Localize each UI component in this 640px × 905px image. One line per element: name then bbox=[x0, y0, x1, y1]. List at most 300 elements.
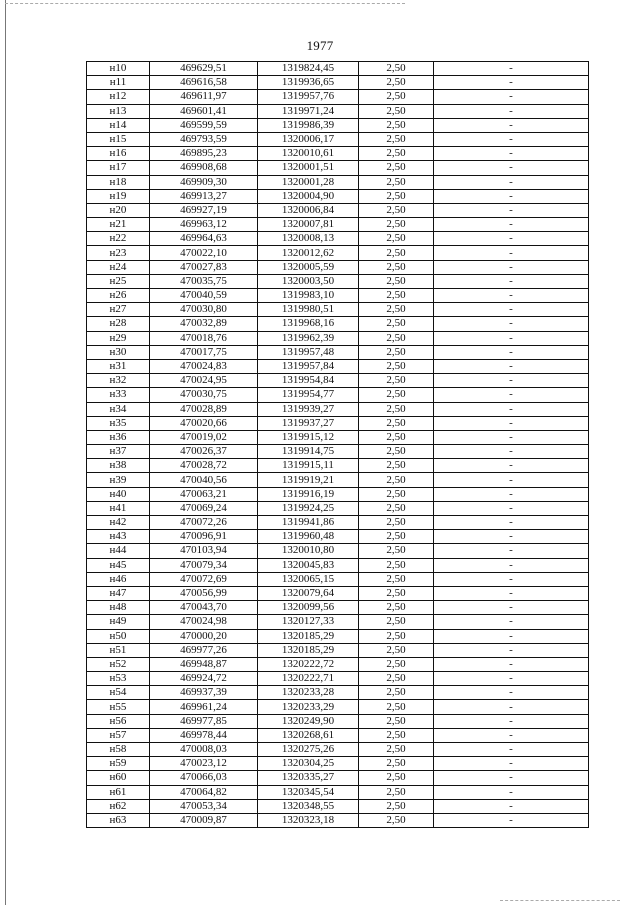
x-coordinate-cell: 470069,24 bbox=[150, 501, 258, 515]
y-coordinate-cell: 1319986,39 bbox=[258, 118, 359, 132]
point-name-cell: н36 bbox=[87, 430, 150, 444]
y-coordinate-cell: 1319983,10 bbox=[258, 289, 359, 303]
error-cell: 2,50 bbox=[359, 586, 434, 600]
point-name-cell: н34 bbox=[87, 402, 150, 416]
error-cell: 2,50 bbox=[359, 445, 434, 459]
error-cell: 2,50 bbox=[359, 657, 434, 671]
error-cell: 2,50 bbox=[359, 203, 434, 217]
x-coordinate-cell: 469599,59 bbox=[150, 118, 258, 132]
point-name-cell: н48 bbox=[87, 601, 150, 615]
y-coordinate-cell: 1319957,84 bbox=[258, 359, 359, 373]
note-cell: - bbox=[434, 274, 589, 288]
y-coordinate-cell: 1319939,27 bbox=[258, 402, 359, 416]
point-name-cell: н26 bbox=[87, 289, 150, 303]
table-row bbox=[87, 132, 589, 146]
table-row bbox=[87, 331, 589, 345]
point-name-cell: н40 bbox=[87, 487, 150, 501]
note-cell: - bbox=[434, 714, 589, 728]
x-coordinate-cell: 469895,23 bbox=[150, 147, 258, 161]
x-coordinate-cell: 469927,19 bbox=[150, 203, 258, 217]
y-coordinate-cell: 1320079,64 bbox=[258, 586, 359, 600]
point-name-cell: н46 bbox=[87, 572, 150, 586]
point-name-cell: н56 bbox=[87, 714, 150, 728]
error-cell: 2,50 bbox=[359, 246, 434, 260]
note-cell: - bbox=[434, 303, 589, 317]
error-cell: 2,50 bbox=[359, 289, 434, 303]
y-coordinate-cell: 1320001,28 bbox=[258, 175, 359, 189]
x-coordinate-cell: 470072,26 bbox=[150, 516, 258, 530]
table-row bbox=[87, 813, 589, 827]
y-coordinate-cell: 1319954,77 bbox=[258, 388, 359, 402]
error-cell: 2,50 bbox=[359, 487, 434, 501]
point-name-cell: н38 bbox=[87, 459, 150, 473]
coordinates-table bbox=[86, 61, 589, 828]
table-row bbox=[87, 189, 589, 203]
point-name-cell: н17 bbox=[87, 161, 150, 175]
point-name-cell: н29 bbox=[87, 331, 150, 345]
table-row bbox=[87, 473, 589, 487]
table-row bbox=[87, 246, 589, 260]
note-cell: - bbox=[434, 161, 589, 175]
error-cell: 2,50 bbox=[359, 388, 434, 402]
x-coordinate-cell: 469913,27 bbox=[150, 189, 258, 203]
point-name-cell: н45 bbox=[87, 558, 150, 572]
error-cell: 2,50 bbox=[359, 189, 434, 203]
x-coordinate-cell: 470043,70 bbox=[150, 601, 258, 615]
point-name-cell: н12 bbox=[87, 90, 150, 104]
y-coordinate-cell: 1320233,28 bbox=[258, 686, 359, 700]
note-cell: - bbox=[434, 132, 589, 146]
note-cell: - bbox=[434, 76, 589, 90]
error-cell: 2,50 bbox=[359, 76, 434, 90]
y-coordinate-cell: 1320127,33 bbox=[258, 615, 359, 629]
point-name-cell: н10 bbox=[87, 62, 150, 76]
table-row bbox=[87, 501, 589, 515]
point-name-cell: н22 bbox=[87, 232, 150, 246]
table-row bbox=[87, 289, 589, 303]
note-cell: - bbox=[434, 289, 589, 303]
table-row bbox=[87, 487, 589, 501]
x-coordinate-cell: 470066,03 bbox=[150, 771, 258, 785]
point-name-cell: н57 bbox=[87, 728, 150, 742]
x-coordinate-cell: 470040,59 bbox=[150, 289, 258, 303]
x-coordinate-cell: 470018,76 bbox=[150, 331, 258, 345]
note-cell: - bbox=[434, 501, 589, 515]
table-row bbox=[87, 743, 589, 757]
note-cell: - bbox=[434, 359, 589, 373]
point-name-cell: н42 bbox=[87, 516, 150, 530]
point-name-cell: н31 bbox=[87, 359, 150, 373]
x-coordinate-cell: 470072,69 bbox=[150, 572, 258, 586]
table-row bbox=[87, 374, 589, 388]
note-cell: - bbox=[434, 544, 589, 558]
table-row bbox=[87, 686, 589, 700]
note-cell: - bbox=[434, 218, 589, 232]
x-coordinate-cell: 470017,75 bbox=[150, 345, 258, 359]
point-name-cell: н32 bbox=[87, 374, 150, 388]
error-cell: 2,50 bbox=[359, 402, 434, 416]
note-cell: - bbox=[434, 743, 589, 757]
point-name-cell: н63 bbox=[87, 813, 150, 827]
note-cell: - bbox=[434, 402, 589, 416]
y-coordinate-cell: 1320323,18 bbox=[258, 813, 359, 827]
x-coordinate-cell: 470019,02 bbox=[150, 430, 258, 444]
error-cell: 2,50 bbox=[359, 544, 434, 558]
point-name-cell: н11 bbox=[87, 76, 150, 90]
y-coordinate-cell: 1320275,26 bbox=[258, 743, 359, 757]
note-cell: - bbox=[434, 629, 589, 643]
point-name-cell: н53 bbox=[87, 672, 150, 686]
table-row bbox=[87, 430, 589, 444]
table-row bbox=[87, 544, 589, 558]
table-row bbox=[87, 558, 589, 572]
error-cell: 2,50 bbox=[359, 473, 434, 487]
error-cell: 2,50 bbox=[359, 629, 434, 643]
table-row bbox=[87, 459, 589, 473]
point-name-cell: н30 bbox=[87, 345, 150, 359]
point-name-cell: н41 bbox=[87, 501, 150, 515]
coordinates-table-body bbox=[87, 62, 589, 828]
error-cell: 2,50 bbox=[359, 303, 434, 317]
table-row bbox=[87, 90, 589, 104]
point-name-cell: н23 bbox=[87, 246, 150, 260]
x-coordinate-cell: 470022,10 bbox=[150, 246, 258, 260]
error-cell: 2,50 bbox=[359, 132, 434, 146]
point-name-cell: н54 bbox=[87, 686, 150, 700]
x-coordinate-cell: 470079,34 bbox=[150, 558, 258, 572]
error-cell: 2,50 bbox=[359, 416, 434, 430]
x-coordinate-cell: 470030,80 bbox=[150, 303, 258, 317]
error-cell: 2,50 bbox=[359, 260, 434, 274]
note-cell: - bbox=[434, 530, 589, 544]
note-cell: - bbox=[434, 331, 589, 345]
y-coordinate-cell: 1319937,27 bbox=[258, 416, 359, 430]
note-cell: - bbox=[434, 686, 589, 700]
table-row bbox=[87, 799, 589, 813]
x-coordinate-cell: 470028,72 bbox=[150, 459, 258, 473]
table-row bbox=[87, 615, 589, 629]
table-row bbox=[87, 530, 589, 544]
table-row bbox=[87, 218, 589, 232]
table-row bbox=[87, 601, 589, 615]
table-row bbox=[87, 572, 589, 586]
note-cell: - bbox=[434, 728, 589, 742]
x-coordinate-cell: 469948,87 bbox=[150, 657, 258, 671]
point-name-cell: н39 bbox=[87, 473, 150, 487]
table-row bbox=[87, 274, 589, 288]
note-cell: - bbox=[434, 700, 589, 714]
point-name-cell: н20 bbox=[87, 203, 150, 217]
note-cell: - bbox=[434, 430, 589, 444]
note-cell: - bbox=[434, 757, 589, 771]
y-coordinate-cell: 1320045,83 bbox=[258, 558, 359, 572]
error-cell: 2,50 bbox=[359, 345, 434, 359]
error-cell: 2,50 bbox=[359, 530, 434, 544]
note-cell: - bbox=[434, 586, 589, 600]
y-coordinate-cell: 1320335,27 bbox=[258, 771, 359, 785]
error-cell: 2,50 bbox=[359, 743, 434, 757]
page-bottom-mark bbox=[500, 900, 620, 901]
x-coordinate-cell: 469629,51 bbox=[150, 62, 258, 76]
point-name-cell: н44 bbox=[87, 544, 150, 558]
table-row bbox=[87, 388, 589, 402]
x-coordinate-cell: 470023,12 bbox=[150, 757, 258, 771]
y-coordinate-cell: 1320012,62 bbox=[258, 246, 359, 260]
table-row bbox=[87, 303, 589, 317]
note-cell: - bbox=[434, 374, 589, 388]
x-coordinate-cell: 470096,91 bbox=[150, 530, 258, 544]
y-coordinate-cell: 1320005,59 bbox=[258, 260, 359, 274]
point-name-cell: н13 bbox=[87, 104, 150, 118]
table-row bbox=[87, 317, 589, 331]
x-coordinate-cell: 469964,63 bbox=[150, 232, 258, 246]
y-coordinate-cell: 1319962,39 bbox=[258, 331, 359, 345]
error-cell: 2,50 bbox=[359, 175, 434, 189]
point-name-cell: н25 bbox=[87, 274, 150, 288]
note-cell: - bbox=[434, 487, 589, 501]
x-coordinate-cell: 470028,89 bbox=[150, 402, 258, 416]
note-cell: - bbox=[434, 147, 589, 161]
x-coordinate-cell: 470040,56 bbox=[150, 473, 258, 487]
error-cell: 2,50 bbox=[359, 757, 434, 771]
error-cell: 2,50 bbox=[359, 317, 434, 331]
note-cell: - bbox=[434, 672, 589, 686]
table-row bbox=[87, 147, 589, 161]
error-cell: 2,50 bbox=[359, 572, 434, 586]
error-cell: 2,50 bbox=[359, 728, 434, 742]
x-coordinate-cell: 470024,98 bbox=[150, 615, 258, 629]
x-coordinate-cell: 470056,99 bbox=[150, 586, 258, 600]
point-name-cell: н43 bbox=[87, 530, 150, 544]
page-number: 1977 bbox=[306, 38, 334, 53]
error-cell: 2,50 bbox=[359, 118, 434, 132]
error-cell: 2,50 bbox=[359, 643, 434, 657]
y-coordinate-cell: 1320348,55 bbox=[258, 799, 359, 813]
table-row bbox=[87, 260, 589, 274]
note-cell: - bbox=[434, 345, 589, 359]
y-coordinate-cell: 1319915,11 bbox=[258, 459, 359, 473]
note-cell: - bbox=[434, 62, 589, 76]
x-coordinate-cell: 469909,30 bbox=[150, 175, 258, 189]
note-cell: - bbox=[434, 615, 589, 629]
error-cell: 2,50 bbox=[359, 459, 434, 473]
y-coordinate-cell: 1319924,25 bbox=[258, 501, 359, 515]
note-cell: - bbox=[434, 388, 589, 402]
error-cell: 2,50 bbox=[359, 501, 434, 515]
error-cell: 2,50 bbox=[359, 90, 434, 104]
point-name-cell: н35 bbox=[87, 416, 150, 430]
y-coordinate-cell: 1320008,13 bbox=[258, 232, 359, 246]
note-cell: - bbox=[434, 246, 589, 260]
y-coordinate-cell: 1320233,29 bbox=[258, 700, 359, 714]
x-coordinate-cell: 470063,21 bbox=[150, 487, 258, 501]
table-row bbox=[87, 672, 589, 686]
point-name-cell: н52 bbox=[87, 657, 150, 671]
point-name-cell: н27 bbox=[87, 303, 150, 317]
y-coordinate-cell: 1320345,54 bbox=[258, 785, 359, 799]
point-name-cell: н15 bbox=[87, 132, 150, 146]
x-coordinate-cell: 470030,75 bbox=[150, 388, 258, 402]
x-coordinate-cell: 469961,24 bbox=[150, 700, 258, 714]
x-coordinate-cell: 469924,72 bbox=[150, 672, 258, 686]
table-row bbox=[87, 700, 589, 714]
table-row bbox=[87, 416, 589, 430]
x-coordinate-cell: 469977,85 bbox=[150, 714, 258, 728]
point-name-cell: н19 bbox=[87, 189, 150, 203]
x-coordinate-cell: 469977,26 bbox=[150, 643, 258, 657]
x-coordinate-cell: 470026,37 bbox=[150, 445, 258, 459]
x-coordinate-cell: 470009,87 bbox=[150, 813, 258, 827]
y-coordinate-cell: 1319957,76 bbox=[258, 90, 359, 104]
error-cell: 2,50 bbox=[359, 232, 434, 246]
y-coordinate-cell: 1319957,48 bbox=[258, 345, 359, 359]
table-row bbox=[87, 657, 589, 671]
error-cell: 2,50 bbox=[359, 672, 434, 686]
note-cell: - bbox=[434, 799, 589, 813]
note-cell: - bbox=[434, 203, 589, 217]
error-cell: 2,50 bbox=[359, 359, 434, 373]
note-cell: - bbox=[434, 813, 589, 827]
table-row bbox=[87, 175, 589, 189]
table-row bbox=[87, 402, 589, 416]
x-coordinate-cell: 470027,83 bbox=[150, 260, 258, 274]
table-row bbox=[87, 771, 589, 785]
note-cell: - bbox=[434, 317, 589, 331]
y-coordinate-cell: 1319941,86 bbox=[258, 516, 359, 530]
point-name-cell: н60 bbox=[87, 771, 150, 785]
error-cell: 2,50 bbox=[359, 147, 434, 161]
y-coordinate-cell: 1320010,80 bbox=[258, 544, 359, 558]
x-coordinate-cell: 470024,95 bbox=[150, 374, 258, 388]
note-cell: - bbox=[434, 785, 589, 799]
y-coordinate-cell: 1320268,61 bbox=[258, 728, 359, 742]
point-name-cell: н61 bbox=[87, 785, 150, 799]
error-cell: 2,50 bbox=[359, 331, 434, 345]
x-coordinate-cell: 470000,20 bbox=[150, 629, 258, 643]
y-coordinate-cell: 1319980,51 bbox=[258, 303, 359, 317]
error-cell: 2,50 bbox=[359, 700, 434, 714]
error-cell: 2,50 bbox=[359, 714, 434, 728]
error-cell: 2,50 bbox=[359, 104, 434, 118]
note-cell: - bbox=[434, 572, 589, 586]
x-coordinate-cell: 470103,94 bbox=[150, 544, 258, 558]
y-coordinate-cell: 1320185,29 bbox=[258, 629, 359, 643]
x-coordinate-cell: 469616,58 bbox=[150, 76, 258, 90]
note-cell: - bbox=[434, 516, 589, 530]
x-coordinate-cell: 469978,44 bbox=[150, 728, 258, 742]
point-name-cell: н21 bbox=[87, 218, 150, 232]
table-row bbox=[87, 785, 589, 799]
y-coordinate-cell: 1320004,90 bbox=[258, 189, 359, 203]
table-row bbox=[87, 359, 589, 373]
error-cell: 2,50 bbox=[359, 615, 434, 629]
table-row bbox=[87, 203, 589, 217]
error-cell: 2,50 bbox=[359, 799, 434, 813]
x-coordinate-cell: 469611,97 bbox=[150, 90, 258, 104]
y-coordinate-cell: 1319954,84 bbox=[258, 374, 359, 388]
note-cell: - bbox=[434, 416, 589, 430]
x-coordinate-cell: 469793,59 bbox=[150, 132, 258, 146]
table-row bbox=[87, 62, 589, 76]
error-cell: 2,50 bbox=[359, 274, 434, 288]
point-name-cell: н14 bbox=[87, 118, 150, 132]
y-coordinate-cell: 1319968,16 bbox=[258, 317, 359, 331]
note-cell: - bbox=[434, 601, 589, 615]
table-row bbox=[87, 728, 589, 742]
table-row bbox=[87, 445, 589, 459]
x-coordinate-cell: 470053,34 bbox=[150, 799, 258, 813]
y-coordinate-cell: 1319936,65 bbox=[258, 76, 359, 90]
error-cell: 2,50 bbox=[359, 161, 434, 175]
point-name-cell: н33 bbox=[87, 388, 150, 402]
x-coordinate-cell: 470064,82 bbox=[150, 785, 258, 799]
table-row bbox=[87, 345, 589, 359]
table-row bbox=[87, 586, 589, 600]
error-cell: 2,50 bbox=[359, 813, 434, 827]
y-coordinate-cell: 1320304,25 bbox=[258, 757, 359, 771]
error-cell: 2,50 bbox=[359, 516, 434, 530]
note-cell: - bbox=[434, 118, 589, 132]
error-cell: 2,50 bbox=[359, 601, 434, 615]
note-cell: - bbox=[434, 90, 589, 104]
note-cell: - bbox=[434, 189, 589, 203]
error-cell: 2,50 bbox=[359, 430, 434, 444]
x-coordinate-cell: 470024,83 bbox=[150, 359, 258, 373]
note-cell: - bbox=[434, 771, 589, 785]
point-name-cell: н50 bbox=[87, 629, 150, 643]
page-left-edge bbox=[5, 0, 6, 905]
point-name-cell: н58 bbox=[87, 743, 150, 757]
y-coordinate-cell: 1319919,21 bbox=[258, 473, 359, 487]
error-cell: 2,50 bbox=[359, 218, 434, 232]
y-coordinate-cell: 1319824,45 bbox=[258, 62, 359, 76]
table-row bbox=[87, 516, 589, 530]
error-cell: 2,50 bbox=[359, 771, 434, 785]
point-name-cell: н59 bbox=[87, 757, 150, 771]
point-name-cell: н24 bbox=[87, 260, 150, 274]
x-coordinate-cell: 469963,12 bbox=[150, 218, 258, 232]
x-coordinate-cell: 469908,68 bbox=[150, 161, 258, 175]
error-cell: 2,50 bbox=[359, 785, 434, 799]
point-name-cell: н49 bbox=[87, 615, 150, 629]
y-coordinate-cell: 1320003,50 bbox=[258, 274, 359, 288]
y-coordinate-cell: 1320222,72 bbox=[258, 657, 359, 671]
table-row bbox=[87, 118, 589, 132]
note-cell: - bbox=[434, 459, 589, 473]
y-coordinate-cell: 1320006,17 bbox=[258, 132, 359, 146]
point-name-cell: н47 bbox=[87, 586, 150, 600]
point-name-cell: н16 bbox=[87, 147, 150, 161]
note-cell: - bbox=[434, 558, 589, 572]
x-coordinate-cell: 470008,03 bbox=[150, 743, 258, 757]
y-coordinate-cell: 1320010,61 bbox=[258, 147, 359, 161]
y-coordinate-cell: 1320099,56 bbox=[258, 601, 359, 615]
y-coordinate-cell: 1319971,24 bbox=[258, 104, 359, 118]
y-coordinate-cell: 1319960,48 bbox=[258, 530, 359, 544]
page-top-edge bbox=[5, 3, 405, 4]
y-coordinate-cell: 1319914,75 bbox=[258, 445, 359, 459]
note-cell: - bbox=[434, 175, 589, 189]
note-cell: - bbox=[434, 232, 589, 246]
error-cell: 2,50 bbox=[359, 62, 434, 76]
table-row bbox=[87, 161, 589, 175]
y-coordinate-cell: 1320065,15 bbox=[258, 572, 359, 586]
note-cell: - bbox=[434, 445, 589, 459]
note-cell: - bbox=[434, 104, 589, 118]
note-cell: - bbox=[434, 643, 589, 657]
table-row bbox=[87, 76, 589, 90]
point-name-cell: н55 bbox=[87, 700, 150, 714]
